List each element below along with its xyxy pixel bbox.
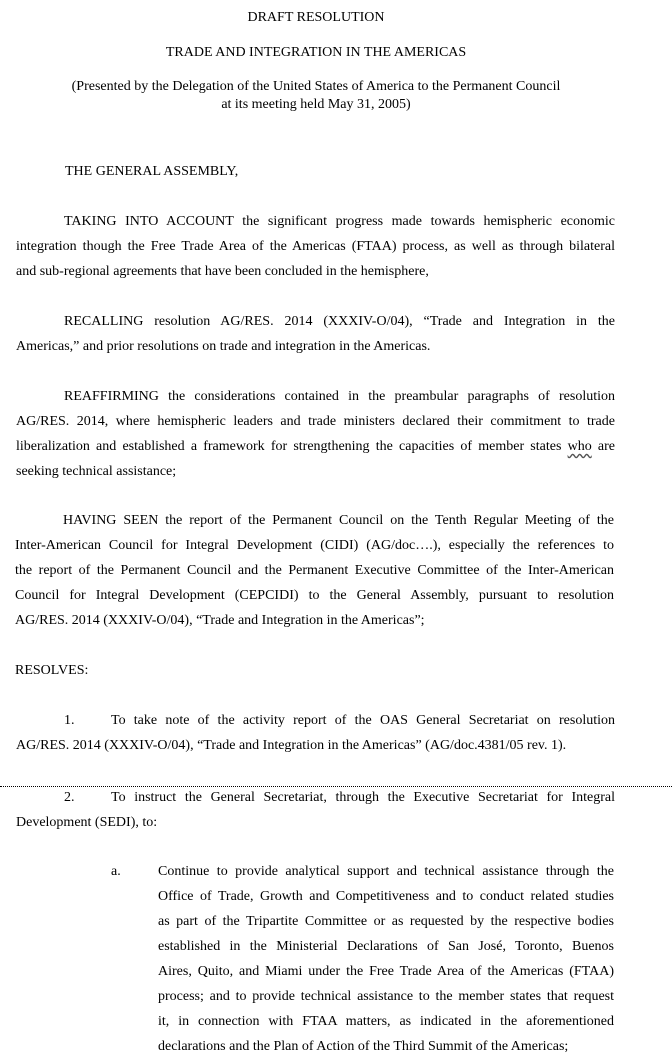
- paragraph-line: Americas,” and prior resolutions on trade and integration in the Americas.: [16, 339, 431, 354]
- paragraph-line: Continue to provide analytical support and technical assistance through the: [158, 864, 614, 879]
- presented-by-line-1: (Presented by the Delegation of the United States of America to the Permanent Council: [71, 79, 561, 94]
- item-1-number: 1.: [64, 713, 75, 728]
- resolution-item-2: [16, 785, 615, 835]
- paragraph-line: AG/RES. 2014 (XXXIV-O/04), “Trade and Integration in the Americas”;: [15, 613, 425, 628]
- paragraph-line: HAVING SEEN the report of the Permanent Council on the Tenth Regular Meeting of the: [63, 513, 614, 528]
- paragraph-line: AG/RES. 2014 (XXXIV-O/04), “Trade and Integration in the Americas” (AG/doc.4381/05 rev. 1).: [16, 738, 567, 753]
- item-2-number: 2.: [64, 790, 75, 805]
- paragraph-line: Development (SEDI), to:: [16, 815, 158, 830]
- paragraph-line: TAKING INTO ACCOUNT the significant progress made towards hemispheric economic: [64, 214, 615, 229]
- paragraph-recalling: [16, 309, 615, 359]
- document-title: DRAFT RESOLUTION: [247, 10, 385, 25]
- paragraph-line: as part of the Tripartite Committee or as requested by the respective bodies: [158, 914, 614, 929]
- paragraph-line: it, in connection with FTAA matters, as indicated in the aforementioned: [158, 1014, 614, 1029]
- paragraph-line: AG/RES. 2014, where hemispheric leaders and trade ministers declared their commitment to trade: [16, 414, 615, 429]
- general-assembly-heading: THE GENERAL ASSEMBLY,: [65, 164, 239, 179]
- spellcheck-flagged-word: who: [567, 439, 592, 454]
- item-2a-letter: a.: [111, 864, 121, 879]
- paragraph-reaffirming: [16, 384, 615, 484]
- paragraph-line: Council for Integral Development (CEPCIDI) to the General Assembly, pursuant to resolution: [15, 588, 614, 603]
- paragraph-line: declarations and the Plan of Action of the Third Summit of the Americas;: [158, 1039, 569, 1054]
- document-subtitle: TRADE AND INTEGRATION IN THE AMERICAS: [165, 45, 467, 60]
- paragraph-line: Inter-American Council for Integral Development (CIDI) (AG/doc….), especially the references to: [15, 538, 614, 553]
- paragraph-line: and sub-regional agreements that have been concluded in the hemisphere,: [16, 264, 429, 279]
- presented-by-line-2: at its meeting held May 31, 2005): [221, 97, 411, 112]
- resolves-heading: RESOLVES:: [15, 663, 89, 678]
- paragraph-line: Aires, Quito, and Miami under the Free Trade Area of the Americas (FTAA): [158, 964, 614, 979]
- paragraph-line: Office of Trade, Growth and Competitiveness and to conduct related studies: [158, 889, 614, 904]
- paragraph-line: RECALLING resolution AG/RES. 2014 (XXXIV-O/04), “Trade and Integration in the: [64, 314, 615, 329]
- paragraph-having-seen: [15, 508, 614, 633]
- paragraph-line: liberalization and established a framework for strengthening the capacities of member states who are: [16, 439, 615, 454]
- paragraph-line: seeking technical assistance;: [16, 464, 177, 479]
- resolution-item-1: [16, 708, 615, 758]
- paragraph-line: To take note of the activity report of the OAS General Secretariat on resolution: [111, 713, 615, 728]
- paragraph-line: REAFFIRMING the considerations contained in the preambular paragraphs of resolution: [64, 389, 615, 404]
- paragraph-line: the report of the Permanent Council and the Permanent Executive Committee of the Inter-American: [15, 563, 614, 578]
- paragraph-line: process; and to provide technical assistance to the member states that request: [158, 989, 614, 1004]
- paragraph-line: integration though the Free Trade Area of the Americas (FTAA) process, as well as through bilateral: [16, 239, 615, 254]
- paragraph-line: established in the Ministerial Declarations of San José, Toronto, Buenos: [158, 939, 614, 954]
- resolution-item-2a: [158, 859, 614, 1059]
- paragraph-taking-into-account: [16, 209, 615, 284]
- paragraph-line: To instruct the General Secretariat, through the Executive Secretariat for Integral: [111, 790, 615, 805]
